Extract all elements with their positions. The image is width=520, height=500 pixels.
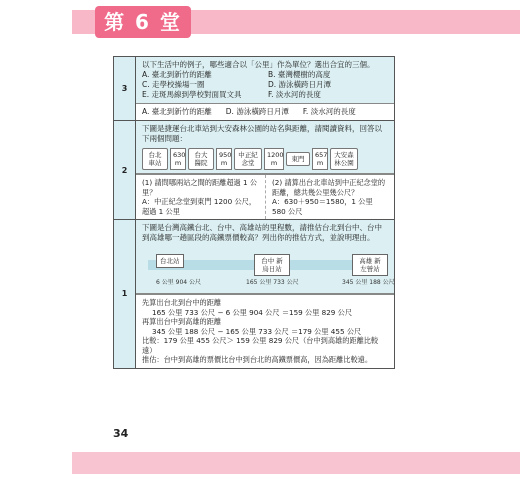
work-line: 165 公里 733 公尺 − 6 公里 904 公尺 ＝159 公里 829 公尺 — [152, 307, 353, 317]
station-dongmen: 東門 — [286, 152, 310, 166]
station-taipei-main: 台北車站 — [142, 148, 168, 170]
option-b: B. 臺灣櫻樹的高度 — [268, 70, 331, 79]
question-text-block — [136, 121, 394, 174]
answer-f: F. 淡水河的長度 — [302, 107, 356, 116]
sub-question-2-answer: A：630＋950＝1580，1 公里 580 公尺 — [272, 197, 373, 216]
work-line: 推估：台中到高雄的票價比台中到台北的高鐵票價高，因為距離比較遠。 — [142, 355, 373, 364]
sub-question-2-text: (2) 請算出台北車站到中正紀念堂的距離，總共幾公里幾公尺？ — [272, 178, 386, 197]
option-c: C. 走學校操場一圈 — [142, 80, 205, 89]
lesson-title: 第 6 堂 — [104, 10, 182, 34]
answer-d: D. 游泳橫跨日月潭 — [225, 107, 289, 116]
distance-segment: 630 m — [170, 148, 186, 170]
mrt-route-diagram — [142, 148, 388, 170]
answer-line — [136, 104, 394, 120]
station-taipei: 台北站 — [156, 254, 184, 268]
distance-segment: 657 m — [312, 148, 328, 170]
station-taichung: 台中 新烏日站 — [254, 254, 290, 276]
station-daan-park: 大安森林公園 — [330, 148, 358, 170]
station-kaohsiung: 高雄 新左營站 — [352, 254, 388, 276]
question-body — [136, 220, 394, 368]
distance-segment: 950 m — [216, 148, 232, 170]
sub-question-1-text: (1) 請問哪兩站之間的距離超過 1 公里？ — [142, 178, 258, 197]
sub-question-1-answer: A：中正紀念堂到東門 1200 公尺，超過 1 公里 — [142, 197, 257, 216]
work-line: 再算出台中到高雄的距離 — [142, 317, 222, 326]
question-prompt: 下圖是台灣高鐵台北、台中、高雄站的里程數，請推估台北到台中、台中到高雄哪一趟區段的高鐵票價較高？列出你的推估方式，並說明理由。 — [142, 223, 382, 242]
sub-question-1 — [136, 175, 265, 219]
work-line: 345 公里 188 公尺 − 165 公里 733 公尺 ＝179 公里 455 公尺 — [152, 326, 362, 336]
footer-pink-bar — [72, 452, 520, 474]
question-row-1 — [114, 220, 394, 368]
question-number: 2 — [114, 121, 136, 219]
station-cks-memorial: 中正紀念堂 — [234, 148, 262, 170]
question-row-3 — [114, 57, 394, 121]
question-number: 1 — [114, 220, 136, 368]
question-prompt: 下圖是捷運台北車站到大安森林公園的站名與距離，請閱讀資料，回答以下兩個問題： — [142, 124, 382, 143]
option-d: D. 游泳橫跨日月潭 — [268, 80, 332, 89]
answer-a: A. 臺北到新竹的距離 — [142, 107, 212, 116]
sub-questions — [136, 174, 394, 219]
distance-label: 6 公里 904 公尺 — [156, 279, 201, 286]
options-grid — [142, 70, 388, 100]
sub-question-2 — [265, 175, 394, 219]
station-ntu-hospital: 台大醫院 — [188, 148, 214, 170]
work-line: 先算出台北到台中的距離 — [142, 298, 222, 307]
question-number: 3 — [114, 57, 136, 120]
option-e: E. 走斑馬線到學校對面買文具 — [142, 90, 242, 99]
distance-label: 345 公里 188 公尺 — [342, 279, 395, 286]
hsr-diagram — [142, 246, 395, 290]
question-body — [136, 121, 394, 219]
work-line: 比較：179 公里 455 公尺＞ 159 公里 829 公尺（台中到高雄的距離比較遠） — [142, 336, 379, 355]
question-row-2 — [114, 121, 394, 220]
page-number: 34 — [113, 427, 129, 440]
question-prompt: 以下生活中的例子，哪些適合以「公里」作為單位？選出合宜的三個。 — [142, 60, 375, 69]
question-table — [113, 56, 395, 369]
question-text-block — [136, 220, 394, 294]
option-a: A. 臺北到新竹的距離 — [142, 70, 212, 79]
distance-label: 165 公里 733 公尺 — [246, 279, 299, 286]
distance-segment: 1200 m — [264, 148, 284, 170]
worked-solution — [136, 294, 394, 368]
question-body — [136, 57, 394, 120]
option-f: F. 淡水河的長度 — [268, 90, 321, 99]
question-text-block — [136, 57, 394, 104]
